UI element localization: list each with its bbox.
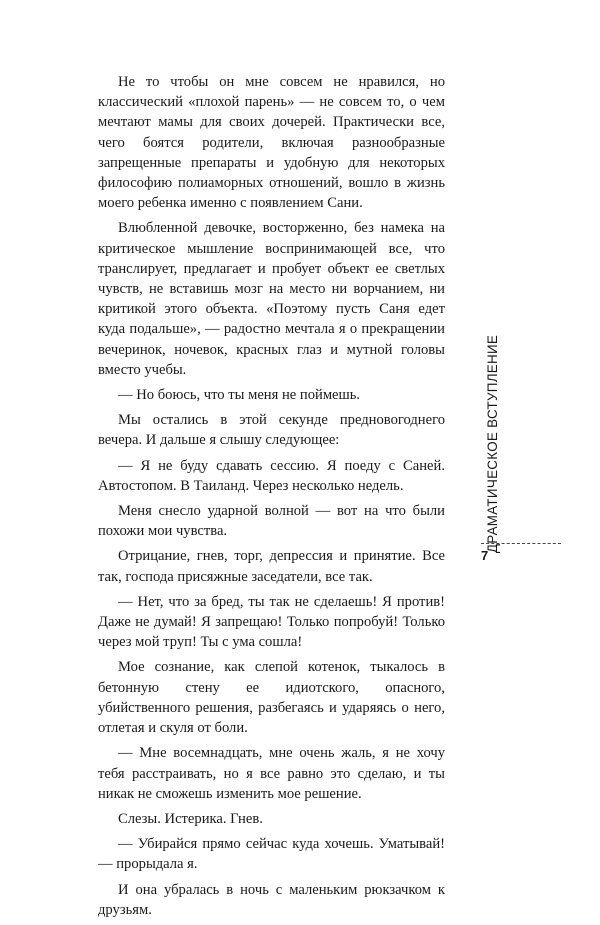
- dashed-divider: [481, 543, 561, 544]
- paragraph: — Убирайся прямо сейчас куда хочешь. Уматывай! — прорыдала я.: [98, 836, 445, 873]
- paragraph: — Я не буду сдавать сессию. Я поеду с Саней. Автостопом. В Таиланд. Через несколько недель.: [98, 457, 445, 494]
- paragraph: Влюбленной девочке, восторженно, без намека на критическое мышление воспринимающей все, что транслирует, предлагает и пробует объект ее светлых чувств, не вставишь мозг на место ни ворчанием, ни критикой этого объекта. «Поэтому пусть Саня едет куда подальше», — радостно мечтала я о прекращении вечеринок, ночевок, красных глаз и мутной головы вместо учебы.: [98, 220, 445, 378]
- paragraph: — Нет, что за бред, ты так не сделаешь! Я против! Даже не думай! Я запрещаю! Только попробуй! Только через мой труп! Ты с ума сошла!: [98, 593, 445, 651]
- paragraph: Мое сознание, как слепой котенок, тыкалось в бетонную стену ее идиотского, опасного, убийственного решения, разбегаясь и ударяясь о него, отлетая и скуля от боли.: [98, 659, 445, 737]
- paragraph: Слезы. Истерика. Гнев.: [118, 810, 263, 827]
- paragraph: — Мне восемнадцать, мне очень жаль, я не хочу тебя расстраивать, но я все равно это сделаю, и ты никак не сможешь изменить мое решение.: [98, 745, 445, 802]
- paragraph: Меня снесло ударной волной — вот на что были похожи мои чувства.: [98, 503, 445, 540]
- main-text: [98, 72, 445, 925]
- paragraph: — Но боюсь, что ты меня не поймешь.: [118, 387, 361, 404]
- paragraph: Не то чтобы он мне совсем не нравился, но классический «плохой парень» — не совсем то, о чем мечтают мамы для своих дочерей. Практически все, чего боятся родители, включая разнообразные запрещенные препараты и удобную для некоторых философию полиаморных отношений, вошло в жизнь моего ребенка именно с появлением Сани.: [98, 74, 445, 212]
- paragraph: Отрицание, гнев, торг, депрессия и принятие. Все так, господа присяжные заседатели, все так.: [98, 548, 445, 585]
- running-head: ДРАМАТИЧЕСКОЕ ВСТУПЛЕНИЕ: [484, 334, 500, 554]
- page-number: 7: [481, 548, 489, 563]
- paragraph: И она убралась в ночь с маленьким рюкзачком к друзьям.: [98, 881, 445, 918]
- paragraph: Мы остались в этой секунде предновогоднего вечера. И дальше я слышу следующее:: [98, 412, 445, 449]
